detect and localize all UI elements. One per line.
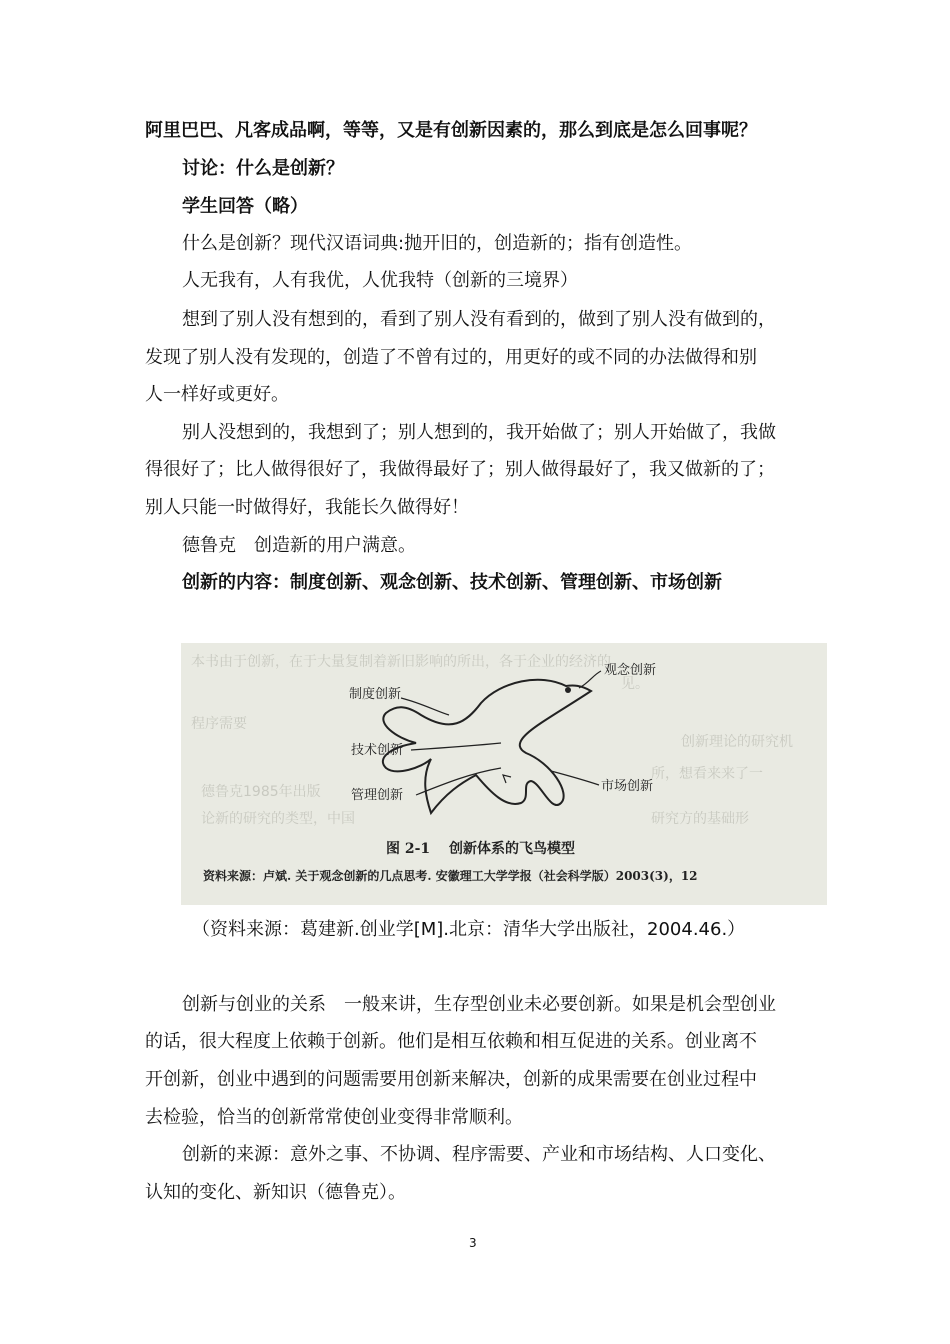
paragraph-line: 创新的来源：意外之事、不协调、程序需要、产业和市场结构、人口变化、 <box>182 1144 776 1165</box>
paragraph-line: 别人没想到的，我想到了；别人想到的，我开始做了；别人开始做了，我做 <box>182 422 776 443</box>
label-management-innovation: 管理创新 <box>351 788 404 803</box>
label-system-innovation: 制度创新 <box>349 687 402 702</box>
paragraph-line: 想到了别人没有想到的，看到了别人没有看到的，做到了别人没有做到的， <box>182 309 776 330</box>
bird-eye <box>565 687 571 693</box>
discussion-heading: 讨论：什么是创新？ <box>182 158 344 179</box>
pointer-line-concept <box>579 671 601 688</box>
paragraph-line: 开创新，创业中遇到的问题需要用创新来解决，创新的成果需要在创业过程中 <box>145 1069 757 1090</box>
page-number: 3 <box>469 1236 477 1250</box>
paragraph-line: 人一样好或更好。 <box>145 384 289 405</box>
pointer-arrow <box>503 775 511 783</box>
paragraph-line: 人无我有，人有我优，人优我特（创新的三境界） <box>182 270 578 291</box>
source-citation: （资料来源：葛建新.创业学[M].北京：清华大学出版社，2004.46.） <box>192 919 746 940</box>
paragraph-line: 发现了别人没有发现的，创造了不曾有过的，用更好的或不同的办法做得和别 <box>145 347 757 368</box>
paragraph-line: 阿里巴巴、凡客成品啊，等等，又是有创新因素的，那么到底是怎么回事呢？ <box>145 120 757 141</box>
figure-source: 资料来源：卢斌. 关于观念创新的几点思考. 安徽理工大学学报（社会科学版）2003(3)，12 <box>203 869 698 883</box>
student-answer-heading: 学生回答（略） <box>182 196 308 217</box>
label-technology-innovation: 技术创新 <box>351 743 404 758</box>
paragraph-line: 什么是创新？现代汉语词典:抛开旧的，创造新的；指有创造性。 <box>182 233 693 254</box>
figure-caption: 图 2-1 创新体系的飞鸟模型 <box>386 841 576 857</box>
pointer-line-market <box>551 771 599 785</box>
innovation-content-heading: 创新的内容：制度创新、观念创新、技术创新、管理创新、市场创新 <box>182 572 722 593</box>
paragraph-line: 的话，很大程度上依赖于创新。他们是相互依赖和相互促进的关系。创业离不 <box>145 1031 757 1052</box>
paragraph-line: 别人只能一时做得好，我能长久做得好！ <box>145 497 469 518</box>
flying-bird-model-figure: 本书由于创新，在于大量复制着新旧影响的所出，各于企业的经济的 见。 程序需要 创新理论的研究机 所，想看来来了一 德鲁克1985年出版 论新的研究的类型，中国 研究方的基础形 观念创新 制度创新 技术创新 市场创新 管理创新 图 2-1 创新体系的飞鸟模型 资料来源：卢斌. 关于观念创新的几点思考. 安徽理工大学学报（社会科学版）2003(3)，12 <box>181 643 827 905</box>
bird-diagram <box>181 643 827 905</box>
label-market-innovation: 市场创新 <box>601 779 654 794</box>
pointer-line-technology <box>411 743 501 750</box>
paragraph-line: 德鲁克 创造新的用户满意。 <box>182 535 416 556</box>
paragraph-line: 去检验，恰当的创新常常使创业变得非常顺利。 <box>145 1107 523 1128</box>
pointer-line-management <box>416 768 501 795</box>
label-concept-innovation: 观念创新 <box>604 663 657 678</box>
bird-outline <box>383 680 591 813</box>
paragraph-line: 得很好了；比人做得很好了，我做得最好了；别人做得最好了，我又做新的了； <box>145 459 775 480</box>
paragraph-line: 认知的变化、新知识（德鲁克）。 <box>145 1182 406 1203</box>
paragraph-line: 创新与创业的关系 一般来讲，生存型创业未必要创新。如果是机会型创业 <box>182 994 776 1015</box>
pointer-line-system <box>401 698 449 715</box>
